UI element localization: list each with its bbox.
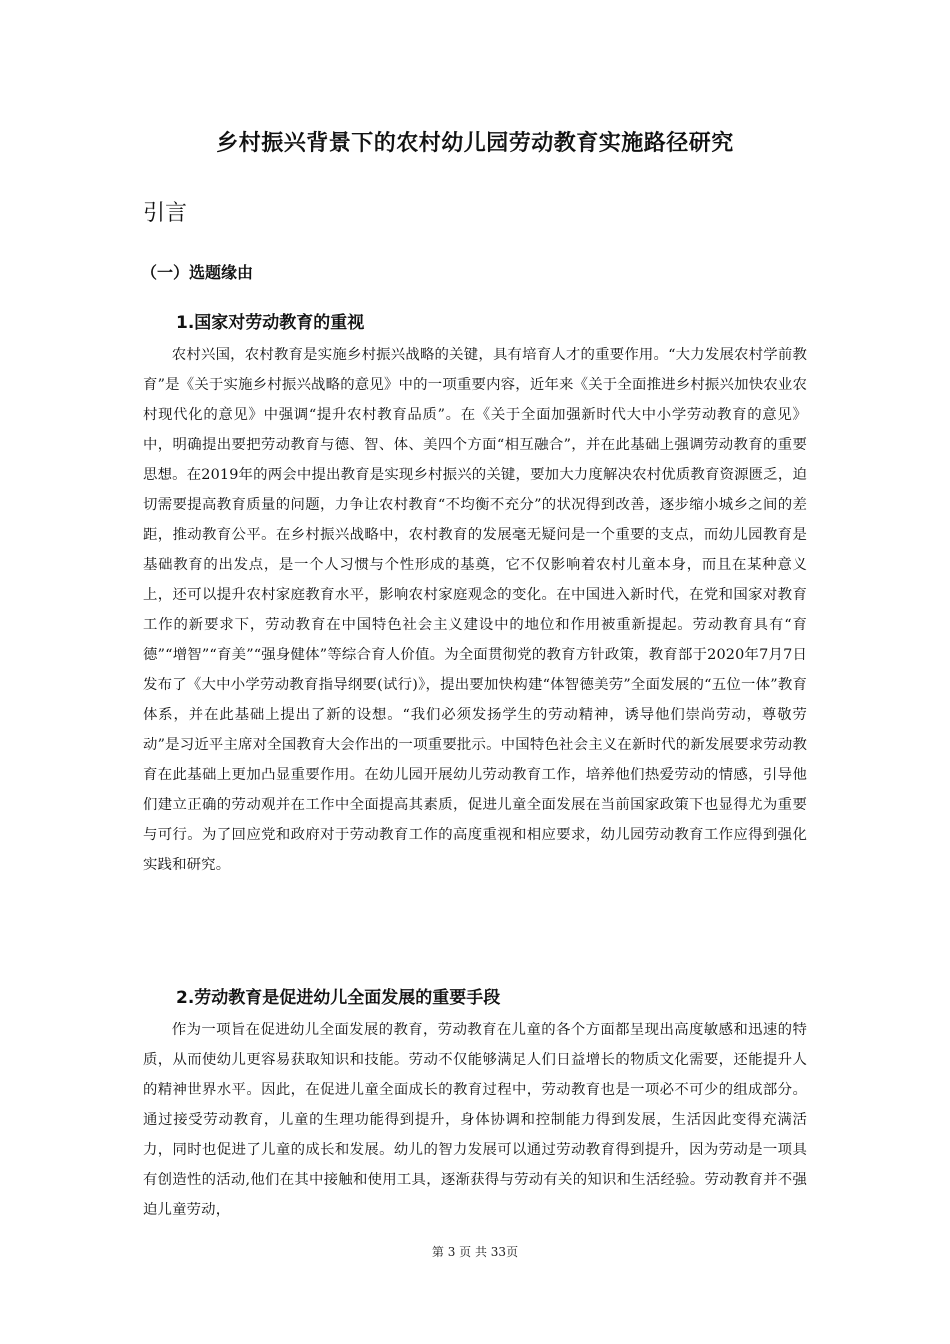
page-footer: 第 3 页 共 33页 [431, 1245, 519, 1259]
intro-heading: 引言 [143, 201, 188, 226]
document-title: 乡村振兴背景下的农村幼儿园劳动教育实施路径研究 [216, 131, 734, 156]
subsection-heading-1: 1.国家对劳动教育的重视 [176, 313, 365, 333]
section-heading: （一）选题缘由 [141, 263, 254, 282]
subsection-heading-2: 2.劳动教育是促进幼儿全面发展的重要手段 [176, 988, 501, 1008]
paragraph-1: 农村兴国，农村教育是实施乡村振兴战略的关键，具有培育人才的重要作用。“大力发展农村学前教育”是《关于实施乡村振兴战略的意见》中的一项重要内容，近年来《关于全面推进乡村振兴加快农业农村现代化的意见》中强调“提升农村教育品质”。在《关于全面加强新时代大中小学劳动教育的意见》中，明确提出要把劳动教育与德、智、体、美四个方面“相互融合”，并在此基础上强调劳动教育的重要思想。在2019年的两会中提出教育是实现乡村振兴的关键，要加大力度解决农村优质教育资源匮乏，迫切需要提高教育质量的问题，力争让农村教育“不均衡不充分”的状况得到改善，逐步缩小城乡之间的差距，推动教育公平。在乡村振兴战略中，农村教育的发展毫无疑问是一个重要的支点，而幼儿园教育是基础教育的出发点，是一个人习惯与个性形成的基奠，它不仅影响着农村儿童本身，而且在某种意义上，还可以提升农村家庭教育水平，影响农村家庭观念的变化。在中国进入新时代，在党和国家对教育工作的新要求下，劳动教育在中国特色社会主义建设中的地位和作用被重新提起。劳动教育具有“育德”“增智”“育美”“强身健体”等综合育人价值。为全面贯彻党的教育方针政策，教育部于2020年7月7日发布了《大中小学劳动教育指导纲要(试行)》，提出要加快构建“体智德美劳”全面发展的“五位一体”教育体系，并在此基础上提出了新的设想。“我们必须发扬学生的劳动精神，诱导他们崇尚劳动，尊敬劳动”是习近平主席对全国教育大会作出的一项重要批示。中国特色社会主义在新时代的新发展要求劳动教育在此基础上更加凸显重要作用。在幼儿园开展幼儿劳动教育工作，培养他们热爱劳动的情感，引导他们建立正确的劳动观并在工作中全面提高其素质，促进儿童全面发展在当前国家政策下也显得尤为重要与可行。为了回应党和政府对于劳动教育工作的高度重视和相应要求，幼儿园劳动教育工作应得到强化实践和研究。 [143, 347, 807, 873]
paragraph-2: 作为一项旨在促进幼儿全面发展的教育，劳动教育在儿童的各个方面都呈现出高度敏感和迅速的特质，从而使幼儿更容易获取知识和技能。劳动不仅能够满足人们日益增长的物质文化需要，还能提升人的精神世界水平。因此，在促进儿童全面成长的教育过程中，劳动教育也是一项必不可少的组成部分。通过接受劳动教育，儿童的生理功能得到提升，身体协调和控制能力得到发展，生活因此变得充满活力，同时也促进了儿童的成长和发展。幼儿的智力发展可以通过劳动教育得到提升，因为劳动是一项具有创造性的活动,他们在其中接触和使用工具，逐渐获得与劳动有关的知识和生活经验。劳动教育并不强迫儿童劳动， [143, 1022, 807, 1218]
